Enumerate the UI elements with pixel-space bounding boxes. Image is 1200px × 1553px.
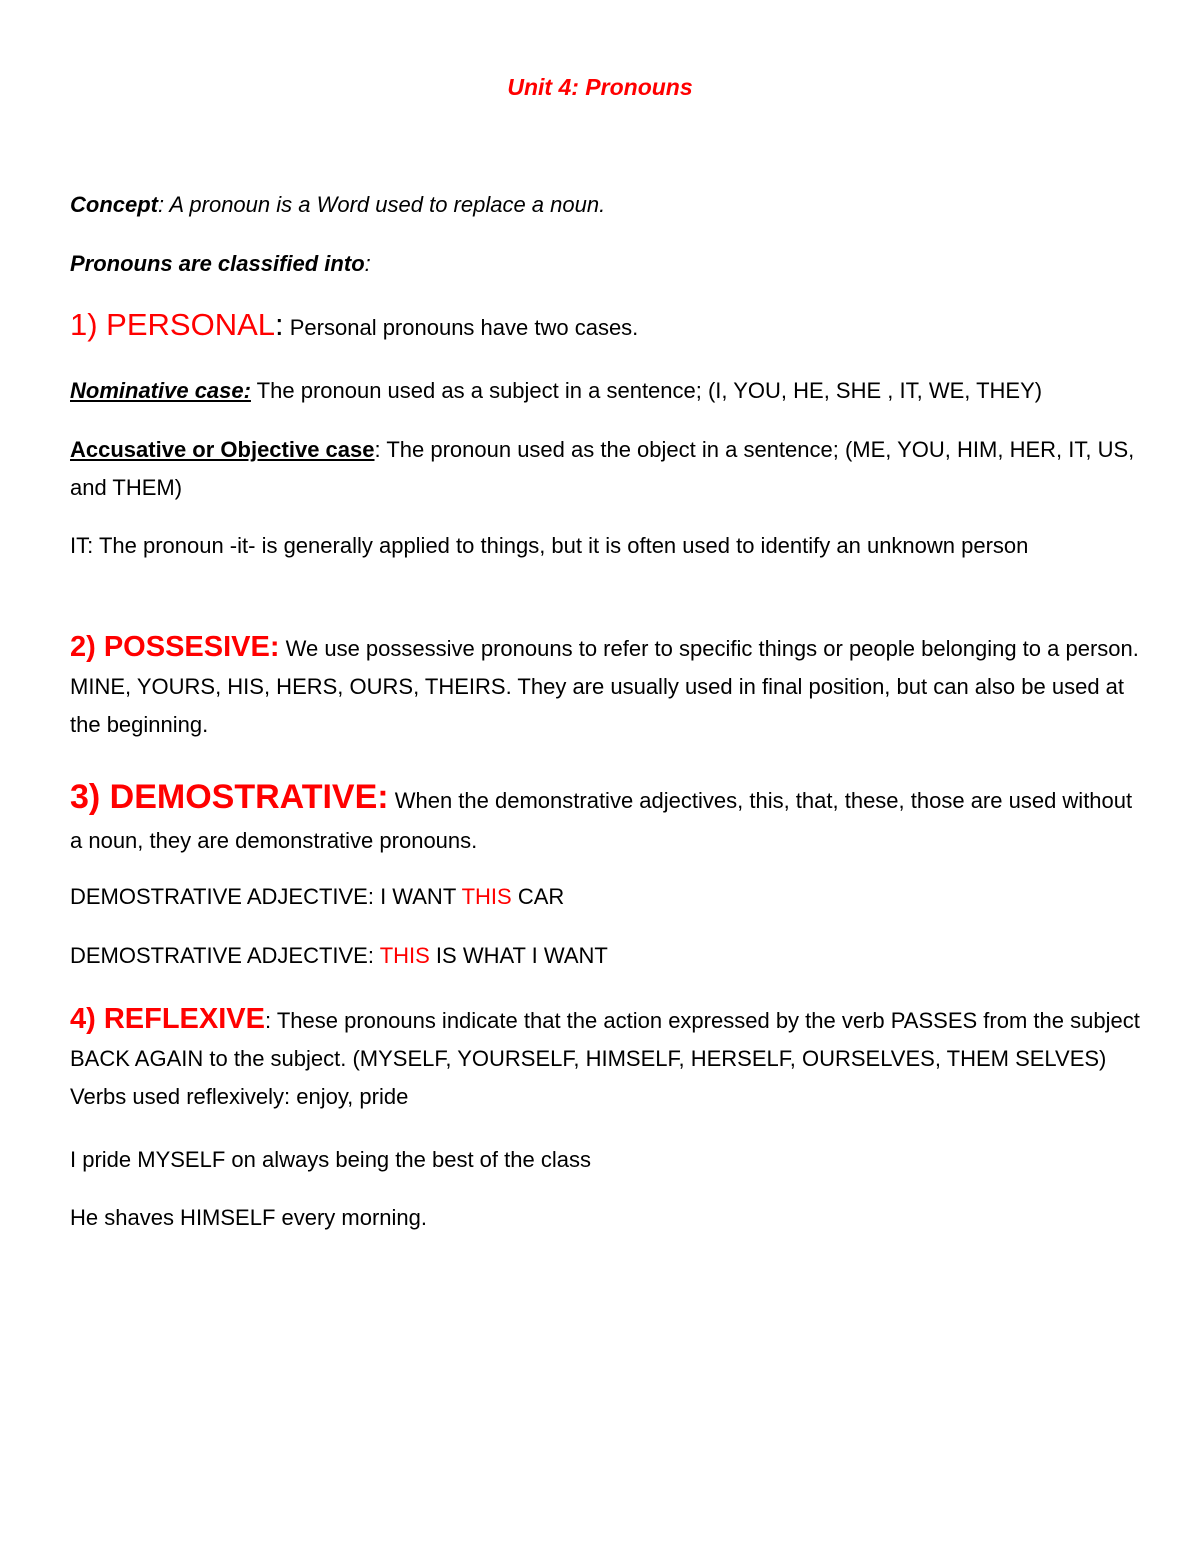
personal-heading: 1) PERSONAL — [70, 307, 276, 342]
example1-highlight: THIS — [461, 884, 512, 909]
personal-paragraph — [70, 306, 1140, 347]
example1-prefix: DEMOSTRATIVE ADJECTIVE: I WANT — [70, 884, 462, 909]
example2-prefix: DEMOSTRATIVE ADJECTIVE: — [70, 943, 380, 968]
accusative-text: : The pronoun used as the object in a sentence; (ME, YOU, HIM, HER, IT, US, and THEM) — [70, 437, 1135, 500]
reflexive-example-1 — [70, 1141, 1140, 1179]
demonstrative-example-1 — [70, 878, 1140, 916]
concept-paragraph — [70, 186, 1140, 224]
reflexive-text: : These pronouns indicate that the action expressed by the verb PASSES from the subject BACK AGAIN to the subject. (MYSELF, YOURSELF, HIMSELF, HERSELF, OURSELVES, THEM SELVES) Verbs used reflexively: enjoy, pride — [70, 1008, 1140, 1109]
concept-text: A pronoun is a Word used to replace a noun. — [164, 192, 606, 217]
demonstrative-text: When the demonstrative adjectives, this, that, these, those are used without a noun, they are demonstrative pronouns. — [70, 788, 1133, 853]
possessive-paragraph — [70, 628, 1140, 744]
classified-label: Pronouns are classified into — [70, 251, 365, 276]
personal-text: Personal pronouns have two cases. — [283, 315, 639, 340]
classified-paragraph — [70, 245, 1140, 283]
accusative-paragraph — [70, 431, 1140, 507]
demonstrative-example-2 — [70, 937, 1140, 975]
possessive-heading: 2) POSSESIVE: — [70, 631, 280, 663]
example2-highlight: THIS — [379, 943, 430, 968]
accusative-label: Accusative or Objective case — [70, 437, 375, 462]
reflexive-example2-text: He shaves HIMSELF every morning. — [70, 1205, 428, 1230]
nominative-text: The pronoun used as a subject in a sentence; (I, YOU, HE, SHE , IT, WE, THEY) — [250, 378, 1043, 403]
demonstrative-paragraph — [70, 777, 1140, 861]
concept-colon: : — [158, 192, 165, 217]
reflexive-example1-text: I pride MYSELF on always being the best of the class — [70, 1147, 591, 1172]
it-paragraph — [70, 527, 1140, 565]
classified-colon: : — [364, 251, 371, 276]
possessive-text: We use possessive pronouns to refer to specific things or people belonging to a person. MINE, YOURS, HIS, HERS, OURS, THEIRS. They are usually used in final position, but can also be used at the beginning. — [70, 636, 1139, 737]
demonstrative-heading: 3) DEMOSTRATIVE: — [70, 778, 389, 816]
nominative-paragraph — [70, 372, 1140, 410]
example2-suffix: IS WHAT I WANT — [429, 943, 608, 968]
concept-label: Concept — [70, 192, 158, 217]
example1-suffix: CAR — [511, 884, 565, 909]
page-title: Unit 4: Pronouns — [507, 74, 693, 100]
it-text: IT: The pronoun -it- is generally applied to things, but it is often used to identify an unknown person — [70, 533, 1029, 558]
nominative-label: Nominative case: — [70, 378, 251, 403]
reflexive-heading: 4) REFLEXIVE — [70, 1003, 265, 1035]
personal-colon: : — [275, 307, 284, 342]
reflexive-example-2 — [70, 1199, 1140, 1237]
reflexive-paragraph — [70, 1000, 1140, 1116]
